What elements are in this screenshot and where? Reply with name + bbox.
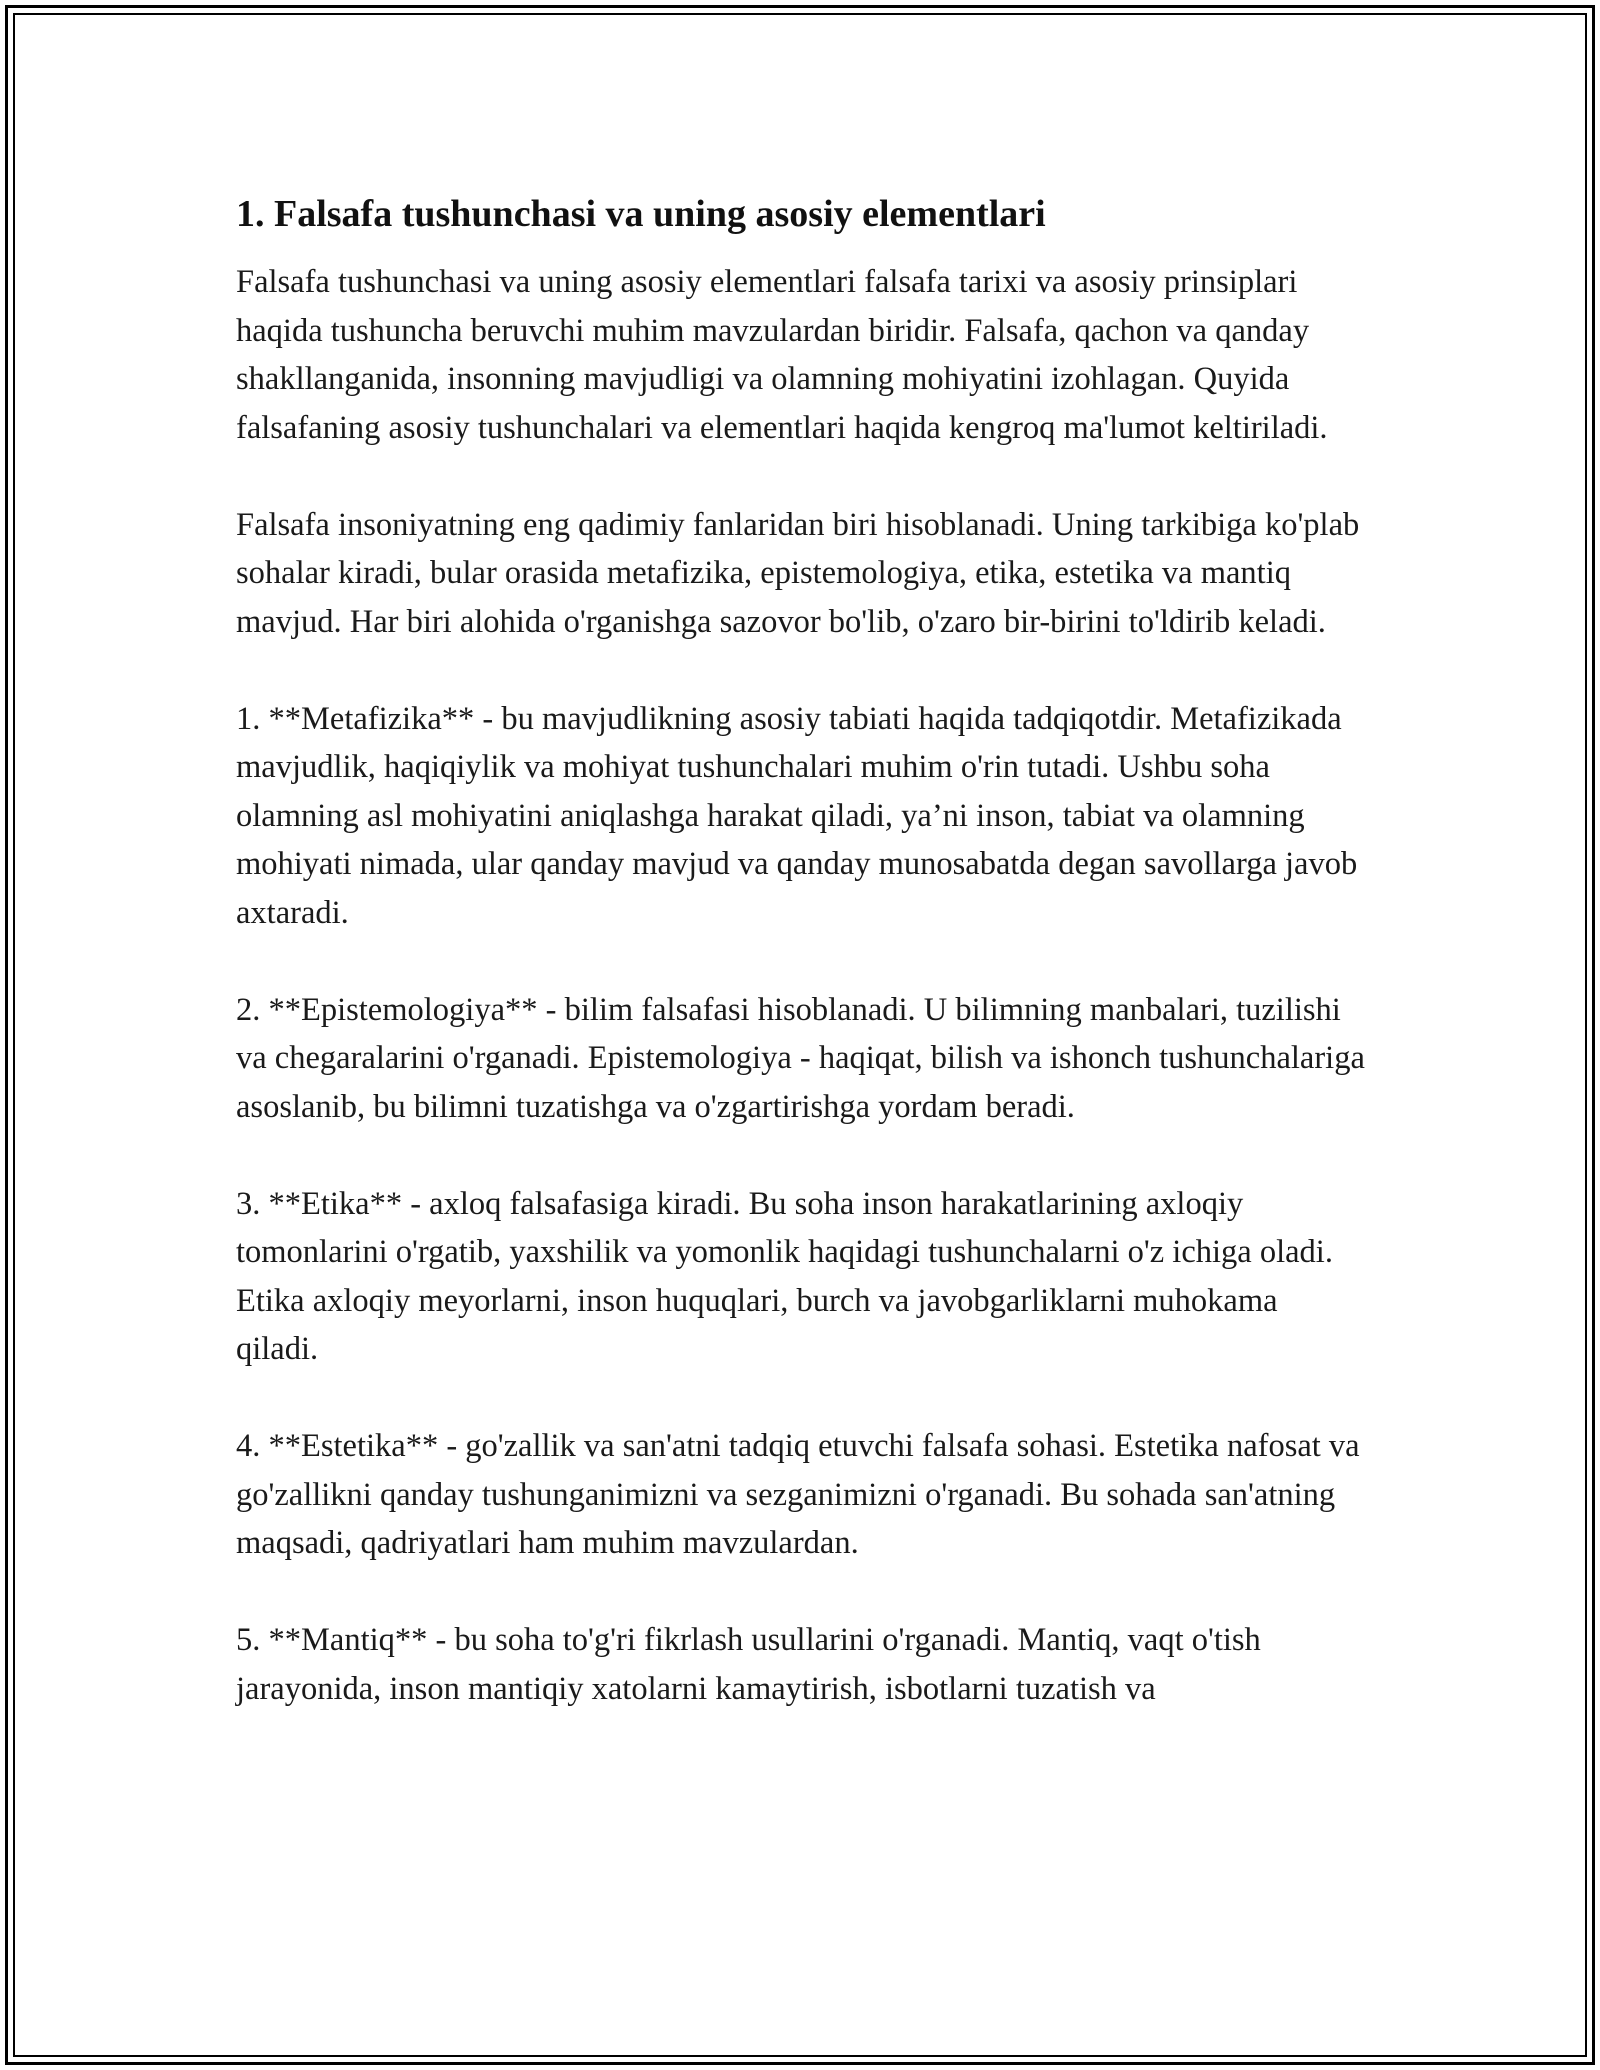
overview-paragraph: Falsafa insoniyatning eng qadimiy fanlaridan biri hisoblanadi. Uning tarkibiga ko'plab sohalar kiradi, bular orasida metafizika, epistemologiya, etika, estetika va mantiq mavjud. Har biri alohida o'rganishga sazovor bo'lib, o'zaro bir-birini to'ldirib keladi.	[236, 506, 1360, 640]
metafizika-paragraph: 1. **Metafizika** - bu mavjudlikning asosiy tabiati haqida tadqiqotdir. Metafizikada mavjudlik, haqiqiylik va mohiyat tushunchalari muhim o'rin tutadi. Ushbu soha olamning asl mohiyatini aniqlashga harakat qiladi, ya’ni inson, tabiat va olamning mohiyati nimada, ular qanday mavjud va qanday munosabatda degan savollarga javob axtaradi.	[236, 700, 1358, 931]
epistemologiya-paragraph: 2. **Epistemologiya** - bilim falsafasi hisoblanadi. U bilimning manbalari, tuzilishi va chegaralarini o'rganadi. Epistemologiya - haqiqat, bilish va ishonch tushunchalariga asoslanib, bu bilimni tuzatishga va o'zgartirishga yordam beradi.	[236, 991, 1365, 1125]
mantiq-paragraph: 5. **Mantiq** - bu soha to'g'ri fikrlash usullarini o'rganadi. Mantiq, vaqt o'tish jarayonida, inson mantiqiy xatolarni kamaytirish, isbotlarni tuzatish va	[236, 1622, 1261, 1707]
etika-paragraph: 3. **Etika** - axloq falsafasiga kiradi. Bu soha inson harakatlarining axloqiy tomonlarini o'rgatib, yaxshilik va yomonlik haqidagi tushunchalarni o'z ichiga oladi. Etika axloqiy meyorlarni, inson huquqlari, burch va javobgarliklarni muhokama qiladi.	[236, 1185, 1333, 1367]
section-heading: 1. Falsafa tushunchasi va uning asosiy elementlari	[236, 193, 1046, 235]
estetika-paragraph: 4. **Estetika** - go'zallik va san'atni tadqiq etuvchi falsafa sohasi. Estetika nafosat va go'zallikni qanday tushunganimizni va sezganimizni o'rganadi. Bu sohada san'atning maqsadi, qadriyatlari ham muhim mavzulardan.	[236, 1428, 1360, 1561]
document-body	[236, 190, 1366, 1762]
intro-paragraph: Falsafa tushunchasi va uning asosiy elementlari falsafa tarixi va asosiy prinsiplari haqida tushuncha beruvchi muhim mavzulardan biridir. Falsafa, qachon va qanday shakllanganida, insonning mavjudligi va olamning mohiyatini izohlagan. Quyida falsafaning asosiy tushunchalari va elementlari haqida kengroq ma'lumot keltiriladi.	[236, 264, 1328, 446]
